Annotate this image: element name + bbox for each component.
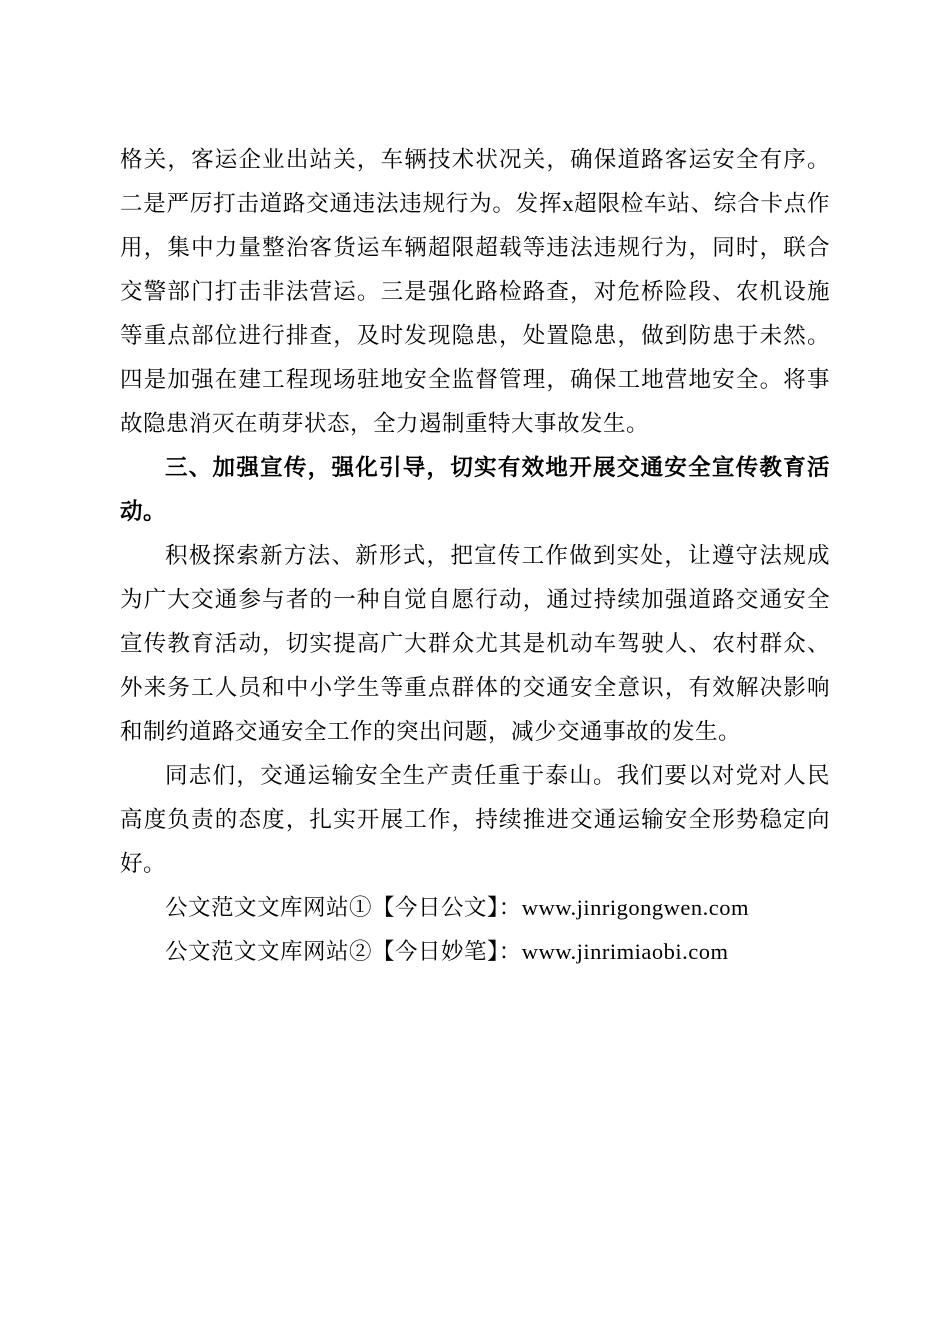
section-heading-three: 三、加强宣传，强化引导，切实有效地开展交通安全宣传教育活动。 [120, 455, 830, 524]
footer-site-line-2: 公文范文文库网站②【今日妙笔】：www.jinrimiaobi.com [165, 939, 729, 964]
paragraph-publicity-education: 积极探索新方法、新形式，把宣传工作做到实处，让遵守法规成为广大交通参与者的一种自觉自愿行动，通过持续加强道路交通安全宣传教育活动，切实提高广大群众尤其是机动车驾驶人、农村群众、外来务工人员和中小学生等重点群体的交通安全意识，有效解决影响和制约道路交通安全工作的突出问题，减少交通事故的发生。 [120, 543, 830, 744]
document-body [120, 138, 830, 974]
paragraph-closing: 同志们，交通运输安全生产责任重于泰山。我们要以对党对人民高度负责的态度，扎实开展工作，持续推进交通运输安全形势稳定向好。 [120, 763, 830, 876]
paragraph-continuation: 格关，客运企业出站关，车辆技术状况关，确保道路客运安全有序。二是严厉打击道路交通违法违规行为。发挥x超限检车站、综合卡点作用，集中力量整治客货运车辆超限超载等违法违规行为，同时，联合交警部门打击非法营运。三是强化路检路查，对危桥险段、农机设施等重点部位进行排查，及时发现隐患，处置隐患，做到防患于未然。四是加强在建工程现场驻地安全监督管理，确保工地营地安全。将事故隐患消灭在萌芽状态，全力遏制重特大事故发生。 [120, 147, 830, 436]
footer-site-line-1: 公文范文文库网站①【今日公文】：www.jinrigongwen.com [165, 895, 750, 920]
